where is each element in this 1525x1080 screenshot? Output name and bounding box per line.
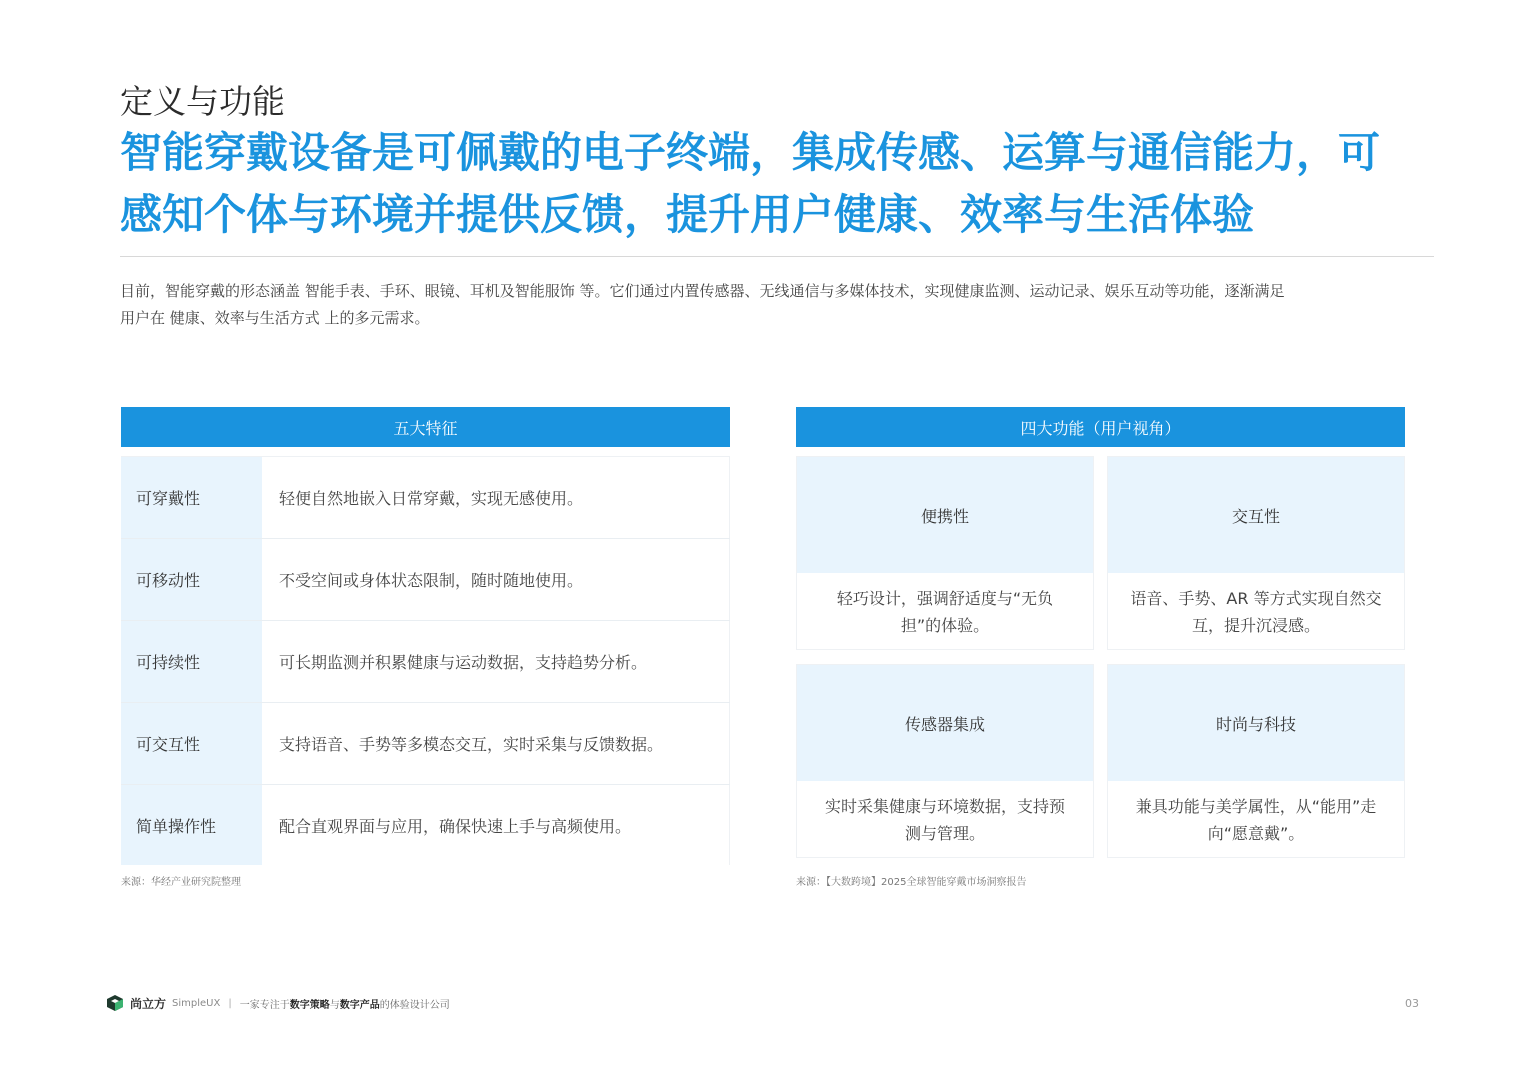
intro-line-1: 目前，智能穿戴的形态涵盖 智能手表、手环、眼镜、耳机及智能服饰 等。它们通过内置传感器、无线通信与多媒体技术，实现健康监测、运动记录、娱乐互动等功能，逐渐满足: [120, 282, 1285, 300]
feature-row: [121, 785, 730, 865]
function-card-desc: 轻巧设计，强调舒适度与“无负担”的体验。: [836, 589, 1054, 635]
intro-line-2: 用户在 健康、效率与生活方式 上的多元需求。: [120, 309, 430, 327]
feature-desc: 可长期监测并积累健康与运动数据，支持趋势分析。: [262, 621, 730, 702]
feature-row: [121, 703, 730, 785]
section-label: 定义与功能: [120, 82, 285, 121]
function-card-portability: [796, 456, 1094, 650]
features-source: 来源：华经产业研究院整理: [121, 877, 241, 888]
features-table: [121, 456, 730, 865]
tagline-mid: 与: [329, 999, 340, 1011]
features-panel-header: 五大特征: [121, 407, 730, 447]
function-card-desc: 语音、手势、AR 等方式实现自然交互，提升沉浸感。: [1130, 589, 1382, 635]
functions-source: 来源：【大数跨境】2025全球智能穿戴市场洞察报告: [796, 877, 1027, 888]
tagline-prefix: 一家专注于: [239, 999, 290, 1011]
feature-desc: 支持语音、手势等多模态交互，实时采集与反馈数据。: [262, 703, 730, 784]
feature-desc: 不受空间或身体状态限制，随时随地使用。: [262, 539, 730, 620]
feature-desc: 轻便自然地嵌入日常穿戴，实现无感使用。: [262, 457, 730, 538]
header-divider: [120, 256, 1434, 257]
function-card-interactivity: [1107, 456, 1405, 650]
headline-line-2: 感知个体与环境并提供反馈，提升用户健康、效率与生活体验: [120, 190, 1255, 239]
tagline-emphasis-2: 数字产品: [339, 999, 380, 1011]
headline-line-1: 智能穿戴设备是可佩戴的电子终端，集成传感、运算与通信能力，可: [120, 128, 1381, 177]
feature-name: 可持续性: [121, 621, 262, 702]
footer-separator: |: [228, 997, 232, 1009]
feature-name: 可穿戴性: [121, 457, 262, 538]
function-card-title: 交互性: [1108, 457, 1404, 573]
feature-row: [121, 621, 730, 703]
tagline-emphasis-1: 数字策略: [289, 999, 330, 1011]
feature-name: 可交互性: [121, 703, 262, 784]
footer-tagline: [240, 996, 450, 1011]
feature-row: [121, 539, 730, 621]
functions-panel-header: 四大功能（用户视角）: [796, 407, 1405, 447]
function-card-title: 便携性: [797, 457, 1093, 573]
function-card-title: 时尚与科技: [1108, 665, 1404, 781]
cube-logo-icon: [106, 994, 124, 1012]
function-card-title: 传感器集成: [797, 665, 1093, 781]
feature-desc: 配合直观界面与应用，确保快速上手与高频使用。: [262, 785, 730, 865]
feature-row: [121, 457, 730, 539]
function-card-fashion-tech: [1107, 664, 1405, 858]
page-number: 03: [1405, 997, 1419, 1010]
feature-name: 可移动性: [121, 539, 262, 620]
feature-name: 简单操作性: [121, 785, 262, 865]
page-headline: [120, 122, 1420, 246]
function-card-desc: 兼具功能与美学属性，从“能用”走向“愿意戴”。: [1135, 797, 1377, 843]
tagline-suffix: 的体验设计公司: [379, 999, 450, 1011]
function-card-desc: 实时采集健康与环境数据，支持预测与管理。: [824, 797, 1065, 843]
brand-english: SimpleUX: [172, 997, 221, 1009]
footer: [106, 993, 450, 1013]
brand-name: 尚立方: [130, 996, 167, 1011]
intro-paragraph: [120, 278, 1415, 332]
function-card-sensors: [796, 664, 1094, 858]
